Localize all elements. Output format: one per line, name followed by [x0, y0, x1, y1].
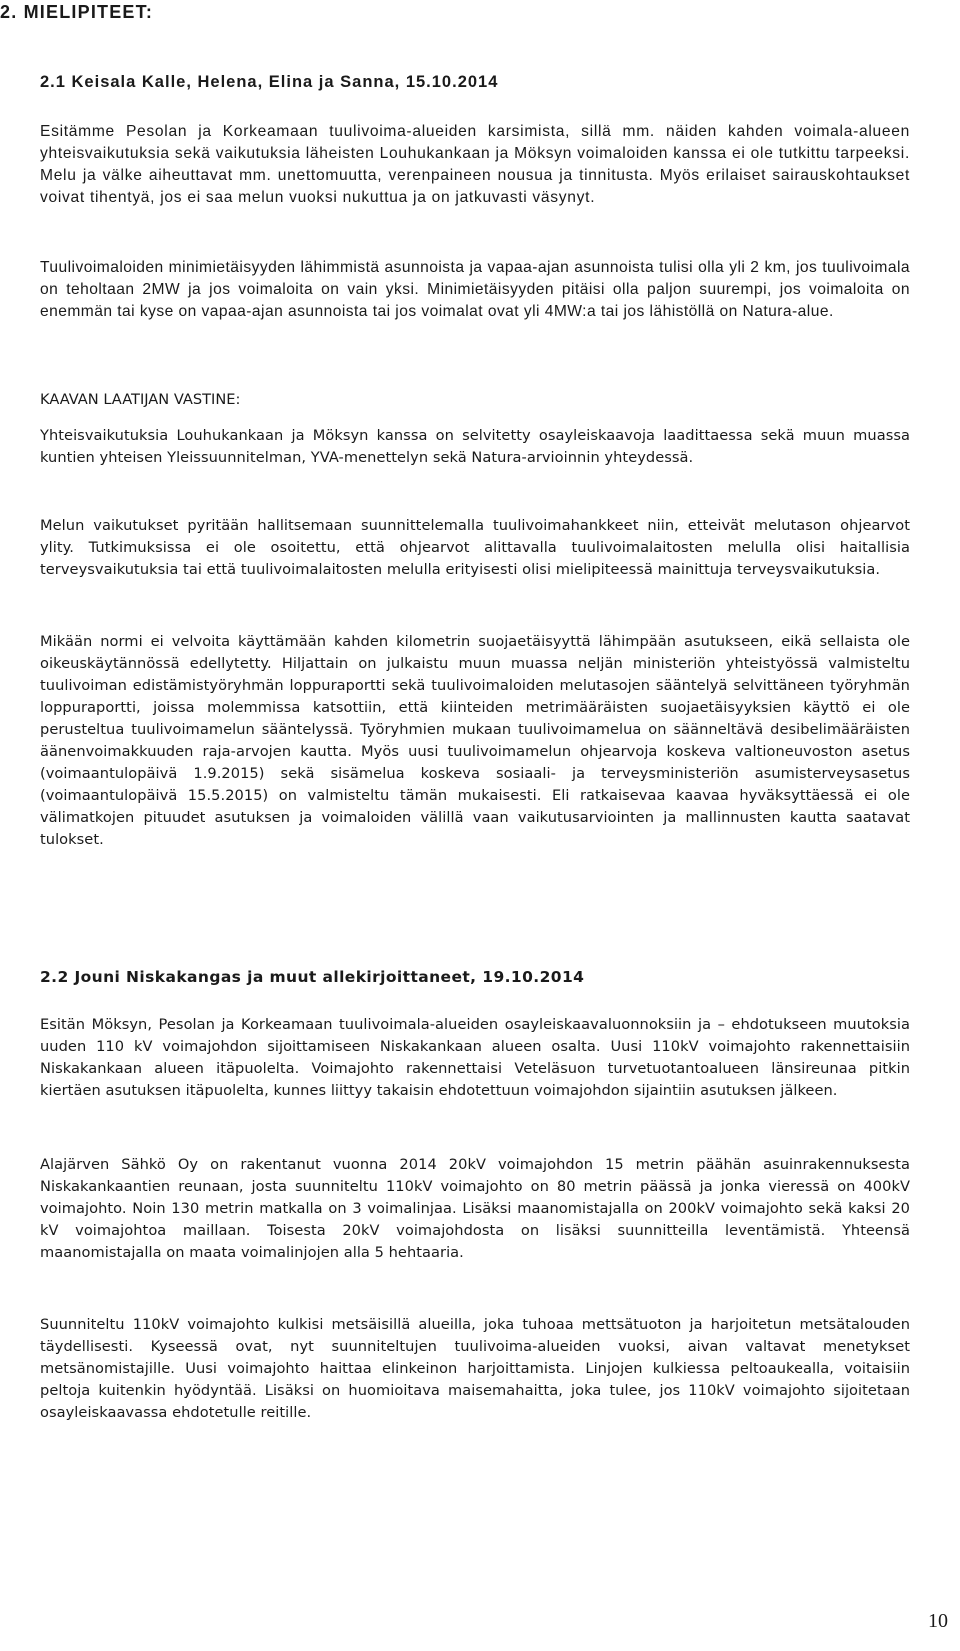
- opinion-2-paragraph-2: Alajärven Sähkö Oy on rakentanut vuonna 2014 20kV voimajohdon 15 metrin päähän asuinrakennuksesta Niskakankaantien reunaan, josta suunniteltu 110kV voimajohto on 80 metrin päässä ja jonka vieressä on 400kV voimajohto. Noin 130 metrin matkalla on 3 voimalinjaa. Lisäksi maanomistajalla on 200kV voimajohto sekä kaksi 20 kV voimajohtoa maillaan. Toisesta 20kV voimajohdosta on lisäksi suunnitteilla leventämistä. Yhteensä maanomistajalla on maata voimalinjojen alla 5 hehtaaria.: [40, 1156, 910, 1261]
- opinion-heading-1: 2.1 Keisala Kalle, Helena, Elina ja Sanna, 15.10.2014: [40, 73, 499, 91]
- opinion-1-paragraph-1: Esitämme Pesolan ja Korkeamaan tuulivoima-alueiden karsimista, sillä mm. näiden kahden voimala-alueen yhteisvaikutuksia sekä vaikutuksia läheisten Louhukankaan ja Möksyn voimaloiden kanssa ei ole tutkittu tarpeeksi. Melu ja välke aiheuttavat mm. unettomuutta, verenpaineen nousua ja tinnitusta. Myös erilaiset sairauskohtaukset voivat tihentyä, jos ei saa melun vuoksi nukuttua ja on jatkuvasti väsynyt.: [40, 123, 910, 206]
- opinion-2-paragraph-1: Esitän Möksyn, Pesolan ja Korkeamaan tuulivoimala-alueiden osayleiskaavaluonnoksiin ja – ehdotukseen muutoksia uuden 110 kV voimajohdon sijoittamiseen Niskakankaan alueen osalta. Uusi 110kV voimajohto rakennettaisiin Niskakankaan alueen itäpuolelta. Voimajohto rakennettaisi Veteläsuon turvetuotantoalueen länsireunaa pitkin kiertäen asutuksen itäpuolelta, kunnes liittyy takaisin ehdotettuun voimajohdon sijaintiin asutuksen jälkeen.: [40, 1016, 910, 1099]
- section-title: 2. MIELIPITEET:: [0, 2, 154, 22]
- response-paragraph-1: Yhteisvaikutuksia Louhukankaan ja Möksyn kanssa on selvitetty osayleiskaavoja laadittaessa sekä muun muassa kuntien yhteisen Yleissuunnitelman, YVA-menettelyn sekä Natura-arvioinnin yhteydessä.: [40, 427, 910, 466]
- response-paragraph-2: Melun vaikutukset pyritään hallitsemaan suunnittelemalla tuulivoimahankkeet niin, etteivät melutason ohjearvot ylity. Tutkimuksissa ei ole osoitettu, että ohjearvot alittavalla tuulivoimalaitosten melulla olisi haitallisia terveysvaikutuksia tai että tuulivoimalaitosten melulla erityisesti olisi mielipiteessä mainittuja terveysvaikutuksia.: [40, 517, 910, 578]
- opinion-heading-2: 2.2 Jouni Niskakangas ja muut allekirjoittaneet, 19.10.2014: [40, 968, 585, 986]
- page-number: 10: [928, 1610, 948, 1632]
- opinion-2-paragraph-3: Suunniteltu 110kV voimajohto kulkisi metsäisillä alueilla, joka tuhoaa mettsätuoton ja harjoitetun metsätalouden täydellisesti. Kyseessä ovat, nyt suunniteltujen tuulivoima-alueiden vuoksi, aivan valtavat menetykset metsänomistajille. Uusi voimajohto haittaa elinkeinon harjoittamista. Linjojen kulkiessa peltoaukealla, voitaisiin peltoja kuitenkin hyödyntää. Lisäksi on huomioitava maisemahaitta, joka tulee, jos 110kV voimajohto sijoitetaan osayleiskaavassa ehdotetulle reitille.: [40, 1316, 910, 1421]
- response-label: KAAVAN LAATIJAN VASTINE:: [40, 391, 241, 408]
- opinion-1-paragraph-2: Tuulivoimaloiden minimietäisyyden lähimmistä asunnoista ja vapaa-ajan asunnoista tulisi olla yli 2 km, jos tuulivoimala on teholtaan 2MW ja jos voimaloita on vain yksi. Minimietäisyyden pitäisi olla paljon suurempi, jos voimaloita on enemmän tai kyse on vapaa-ajan asunnoista tai jos voimalat ovat yli 4MW:a tai jos lähistöllä on Natura-alue.: [40, 259, 910, 320]
- response-paragraph-3: Mikään normi ei velvoita käyttämään kahden kilometrin suojaetäisyyttä lähimpään asutukseen, eikä sellaista ole oikeuskäytännössä edellytetty. Hiljattain on julkaistu muun muassa neljän ministeriön yhteistyössä valmisteltu tuulivoiman edistämistyöryhmän loppuraportti sekä tuulivoimaloiden melutasojen sääntelyä selvittäneen työryhmän loppuraportti, joissa molemmissa katsottiin, että kiinteiden metrimääräisten suojaetäisyyksien käyttö ei ole perusteltua tuulivoimamelun sääntelyssä. Työryhmien mukaan tuulivoimamelua on säänneltävä desibelimääräisten äänenvoimakkuuden raja-arvojen kautta. Myös uusi tuulivoimamelun ohjearvoja koskeva valtioneuvoston asetus (voimaantulopäivä 1.9.2015) sekä sisämelua koskeva sosiaali- ja terveysministeriön asumisterveysasetus (voimaantulopäivä 15.5.2015) on valmisteltu tämän mukaisesti. Eli ratkaisevaa kaavaa hyväksyttäessä ei ole välimatkojen pituudet asutuksen ja voimaloiden välillä vaan vaikutusarviointen ja mallinnusten kautta saatavat tulokset.: [40, 633, 910, 848]
